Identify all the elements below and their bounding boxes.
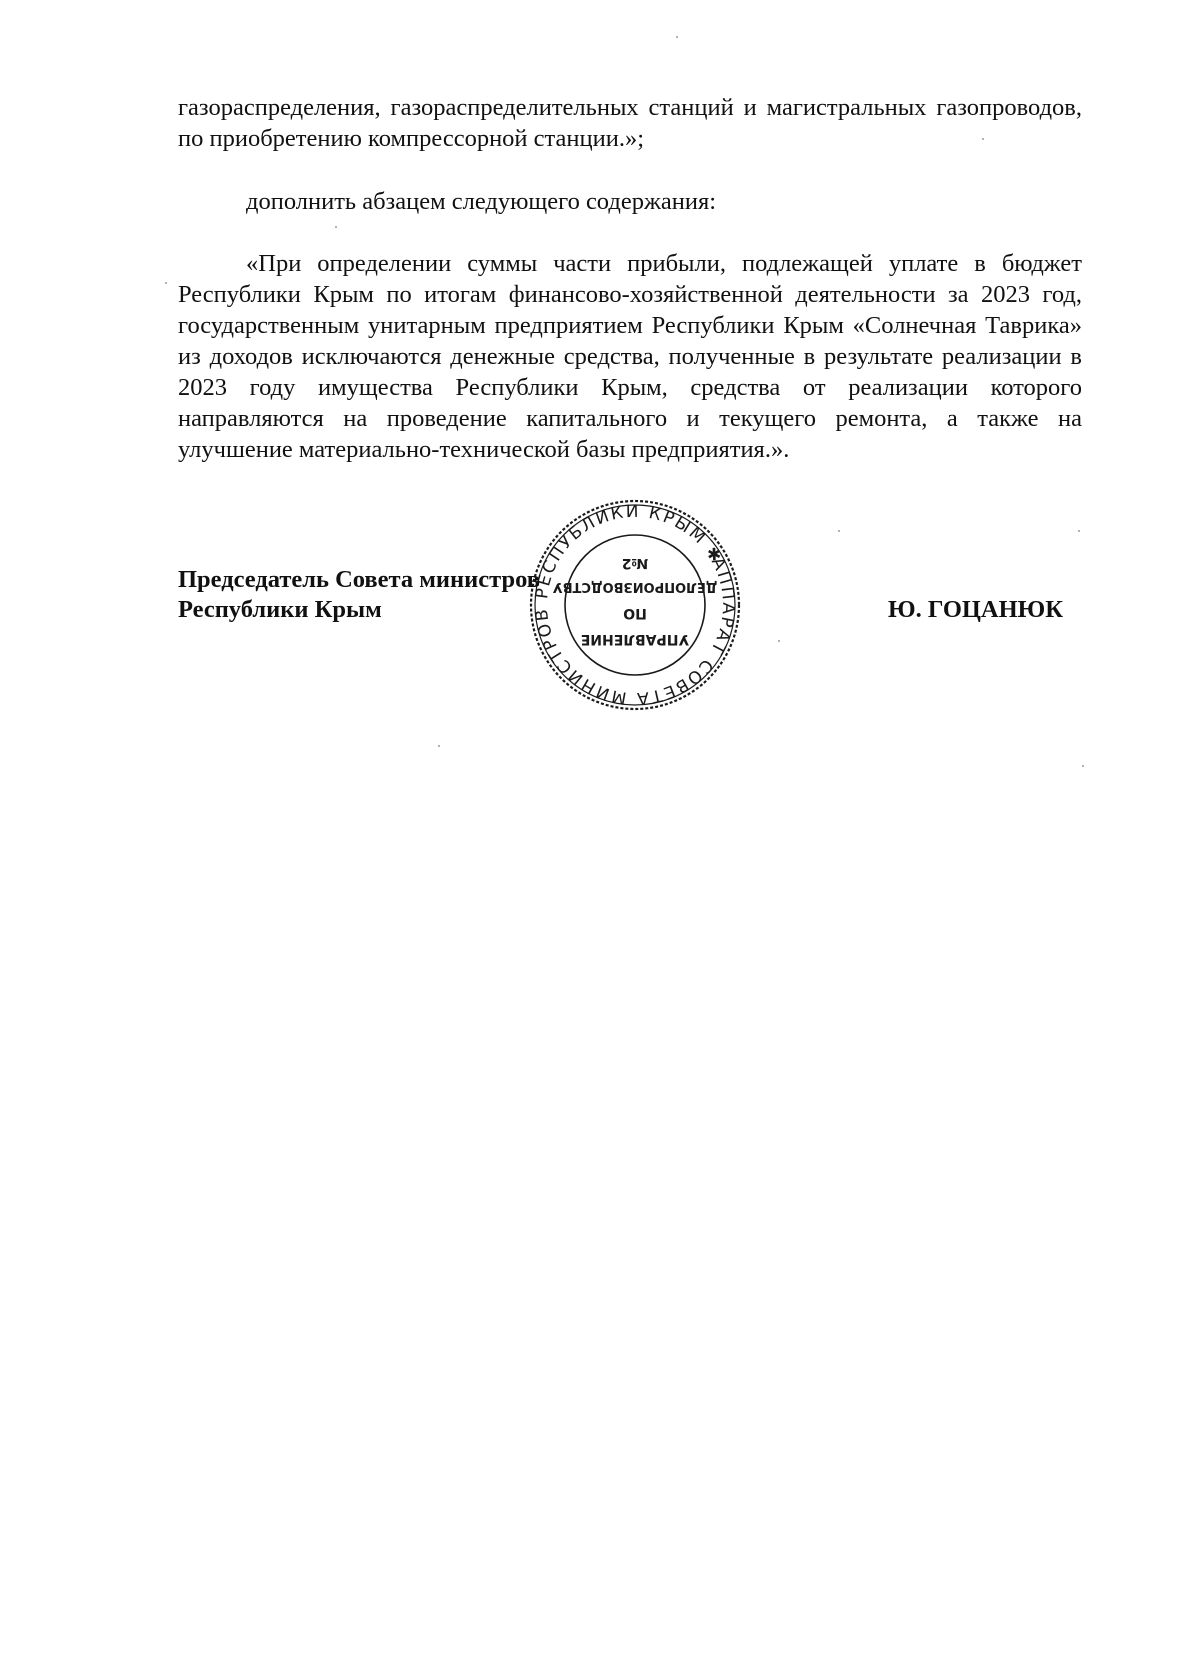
svg-text:УПРАВЛЕНИЕ: УПРАВЛЕНИЕ xyxy=(580,631,690,647)
paragraph-continuation: газораспределения, газораспределительных станций и магистральных газопроводов, по приобретению компрессорной станции.»; xyxy=(178,94,1082,152)
signatory-position-line2: Республики Крым xyxy=(178,596,382,623)
paragraph-quote: «При определении суммы части прибыли, подлежащей уплате в бюджет Республики Крым по итогам финансово-хозяйственной деятельности за 2023 год, государственным унитарным предприятием Республики Крым «Солнечная Таврика» из доходов исключаются денежные средства, полученные в результате реализации в 2023 году имущества Республики Крым, средства от реализации которого направляются на проведение капитального и текущего ремонта, а также на улучшение материально-технической базы предприятия.». xyxy=(178,250,1082,463)
signatory-position xyxy=(178,565,540,625)
scan-speck xyxy=(1078,530,1080,532)
official-stamp xyxy=(525,495,745,715)
scan-speck xyxy=(676,36,678,38)
scan-speck xyxy=(335,226,337,228)
signatory-position-line1: Председатель Совета министров xyxy=(178,566,540,593)
svg-text:ПО: ПО xyxy=(623,605,647,621)
scan-speck xyxy=(1082,765,1084,767)
scan-speck xyxy=(778,640,780,642)
svg-text:№2: №2 xyxy=(621,555,649,571)
scan-speck xyxy=(165,282,167,284)
signatory-name: Ю. ГОЦАНЮК xyxy=(888,596,1064,623)
svg-text:АППАРАТ СОВЕТА МИНИСТРОВ РЕСПУ: АППАРАТ СОВЕТА МИНИСТРОВ РЕСПУБЛИКИ КРЫМ ✱ xyxy=(531,501,739,709)
svg-text:ДЕЛОПРОИЗВОДСТВУ: ДЕЛОПРОИЗВОДСТВУ xyxy=(552,579,718,594)
paragraph-instruction: дополнить абзацем следующего содержания: xyxy=(246,188,717,215)
scan-speck xyxy=(438,745,440,747)
scan-speck xyxy=(838,530,840,532)
scan-speck xyxy=(982,138,984,140)
